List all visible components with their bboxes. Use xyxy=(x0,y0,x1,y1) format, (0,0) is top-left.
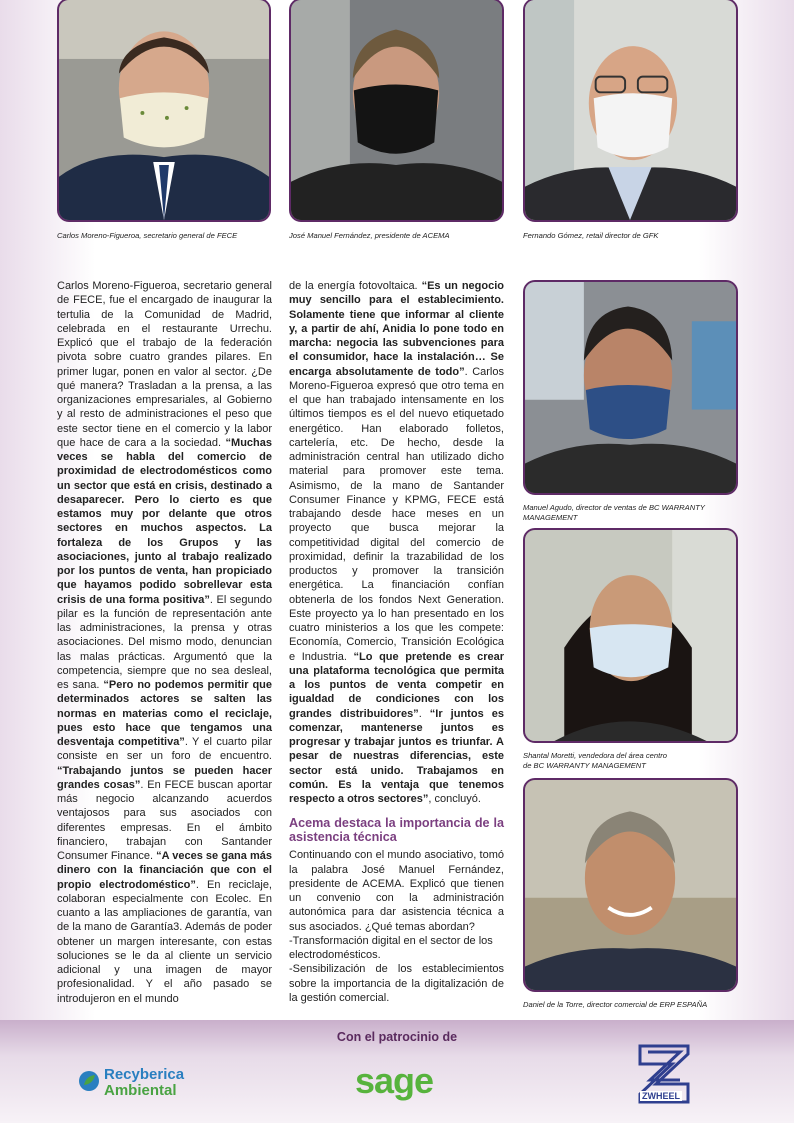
body-text: . En FECE buscan aportar más negocio alcanzando acuerdos ventajosos para sus asociados con diferentes empresas. En el ámbito financiero, trabajan con Santander Consumer Finance. xyxy=(57,778,272,862)
bullet-item: -Sensibilización de los establecimientos sobre la importancia de la digitalización de la gestión comercial. xyxy=(289,963,504,1004)
article-paragraph: Continuando con el mundo asociativo, tomó la palabra José Manuel Fernández, presidente de ACEMA. Explicó que tienen un convenio con la administración autonómica para dar asistencia técnica a sus asociados. ¿Qué temas abordan? xyxy=(289,849,504,933)
section-subhead: Acema destaca la importancia de la asistencia técnica xyxy=(289,816,504,845)
quote-text: “Ir juntos es comenzar, mantenerse juntos es progresar y trabajar juntos es triunfar. A pesar de nuestras diferencias, este sector está unido. Trabajamos en común. Es la ventaja que tenemos respecto a otros sectores” xyxy=(289,707,504,805)
quote-text: “Muchas veces se habla del comercio de proximidad de electrodomésticos como un sector que está en crisis, destinado a desaparecer. Pero lo cierto es que estamos muy por delante que otros sectores en muchos aspectos. La fortaleza de los Grupos y las asociaciones, junto al trabajo realizado por los puntos de venta, han propiciado que hayamos podido sobrellevar esta crisis de una forma positiva” xyxy=(57,436,272,606)
caption-carlos-moreno: Carlos Moreno-Figueroa, secretario general de FECE xyxy=(57,231,238,240)
photo-daniel-torre xyxy=(523,778,738,992)
caption-shantal-moretti-1: Shantal Moretti, vendedora del área centro xyxy=(523,751,667,760)
recyberica-name-1: Recyberica xyxy=(104,1066,185,1083)
portrait-image xyxy=(525,0,736,220)
body-text: de la energía fotovoltaica. xyxy=(289,280,422,292)
article-column-2 xyxy=(289,279,504,1005)
sage-logo[interactable]: sage xyxy=(355,1060,434,1101)
bullet-item: -Transformación digital en el sector de los electrodomésticos. xyxy=(289,934,493,961)
caption-shantal-moretti-2: de BC WARRANTY MANAGEMENT xyxy=(523,761,646,770)
photo-carlos-moreno xyxy=(57,0,271,222)
portrait-image xyxy=(59,0,269,220)
zwheel-logo[interactable] xyxy=(636,1044,692,1109)
caption-manuel-agudo: Manuel Agudo, director de ventas de BC WARRANTY MANAGEMENT xyxy=(523,503,705,522)
body-text: . En reciclaje, colaboran especialmente con Ecolec. En cuanto a las ampliaciones de garantía, van de la mano de Garantía3. Además de poder obtener un margen interesante, con estas soluciones se le da al cliente un servicio adicional y una imagen de mayor profesionalidad. Y el año pasado se introdujeron en el mundo xyxy=(57,878,272,1005)
sponsor-title: Con el patrocinio de xyxy=(336,1030,458,1044)
body-text: . xyxy=(418,707,430,720)
recyberica-leaf-icon xyxy=(78,1070,100,1092)
photo-fernando-gomez xyxy=(523,0,738,222)
quote-text: “Es un negocio muy sencillo para el establecimiento. Solamente tiene que informar al cliente y, a partir de ahí, Anidia lo pone todo en marcha: negocia las subvenciones para el consumidor, hace la instalación… Se encarga absolutamente de todo” xyxy=(289,280,504,378)
photo-jose-manuel xyxy=(289,0,504,222)
body-text: . El segundo pilar es la función de representación ante las administraciones, la prensa y otras asociaciones. Del mismo modo, denuncian las malas prácticas. Argumentó que la competencia, siempre que no sea desleal, es sana. xyxy=(57,593,272,691)
article-paragraph xyxy=(57,279,272,1006)
photo-manuel-agudo xyxy=(523,280,738,495)
caption-fernando-gomez: Fernando Gómez, retail director de GFK xyxy=(523,231,659,240)
caption-jose-manuel: José Manuel Fernández, presidente de ACEMA xyxy=(289,231,450,240)
quote-text: “Trabajando juntos se pueden hacer grandes cosas” xyxy=(57,764,272,791)
zwheel-name: ZWHEEL xyxy=(642,1091,680,1101)
photo-shantal-moretti xyxy=(523,528,738,743)
portrait-image xyxy=(525,780,736,990)
caption-daniel-torre: Daniel de la Torre, director comercial de ERP ESPAÑA xyxy=(523,1000,708,1009)
article-column-1 xyxy=(57,279,272,1006)
article-paragraph xyxy=(289,279,504,806)
sponsor-footer xyxy=(0,1020,794,1123)
body-text: , concluyó. xyxy=(428,793,481,805)
quote-text: “Lo que pretende es crear una plataforma tecnológica que permita a los puntos de venta competir en igualdad de condiciones con los grandes distribuidores” xyxy=(289,650,504,720)
quote-text: “Pero no podemos permitir que determinados actores se salten las normas en materias como el reciclaje, pues esto hace que tengamos una desventaja competitiva” xyxy=(57,679,272,748)
recyberica-name-2: Ambiental xyxy=(104,1082,177,1099)
portrait-image xyxy=(525,282,736,493)
body-text: . Carlos Moreno-Figueroa expresó que otro tema en el que han trabajado intensamente en los últimos tiempos es el del nuevo etiquetado energético. Han elaborado folletos, cartelería, etc. De hecho, desde la administración central han utilizado dicho material para promover este tema. Asimismo, de la mano de Santander Consumer Finance y KPMG, FECE está trabajando desde hace meses en un proyecto que busca mejorar la competitividad digital del comercio de proximidad, definir la trazabilidad de los productos y promover la transición energética. La financiación confían obtenerla de los fondos Next Generation. Este proyecto ya lo han presentado en los cuatro ministerios a los que les compete: Economía, Comercio, Transición Ecológica e Industria. xyxy=(289,365,504,663)
portrait-image xyxy=(291,0,502,220)
body-text: . Y el cuarto pilar consiste en ser un foro de encuentro. xyxy=(57,736,272,763)
portrait-image xyxy=(525,530,736,741)
body-text: Carlos Moreno-Figueroa, secretario general de FECE, fue el encargado de inaugurar la tertulia de la Comunidad de Madrid, celebrada en el restaurante Urrechu. Explicó que el trabajo de la federación pivota sobre cuatro grandes pilares. En primer lugar, ponen en valor al sector. ¿De qué manera? Trasladan a la prensa, a las organizaciones empresariales, al Gobierno y al resto de administraciones el peso que este sector tiene en el comercio y la labor que hace de cara a la sociedad. xyxy=(57,280,272,449)
quote-text: “A veces se gana más dinero con la financiación que con el propio electrodoméstico” xyxy=(57,850,272,891)
